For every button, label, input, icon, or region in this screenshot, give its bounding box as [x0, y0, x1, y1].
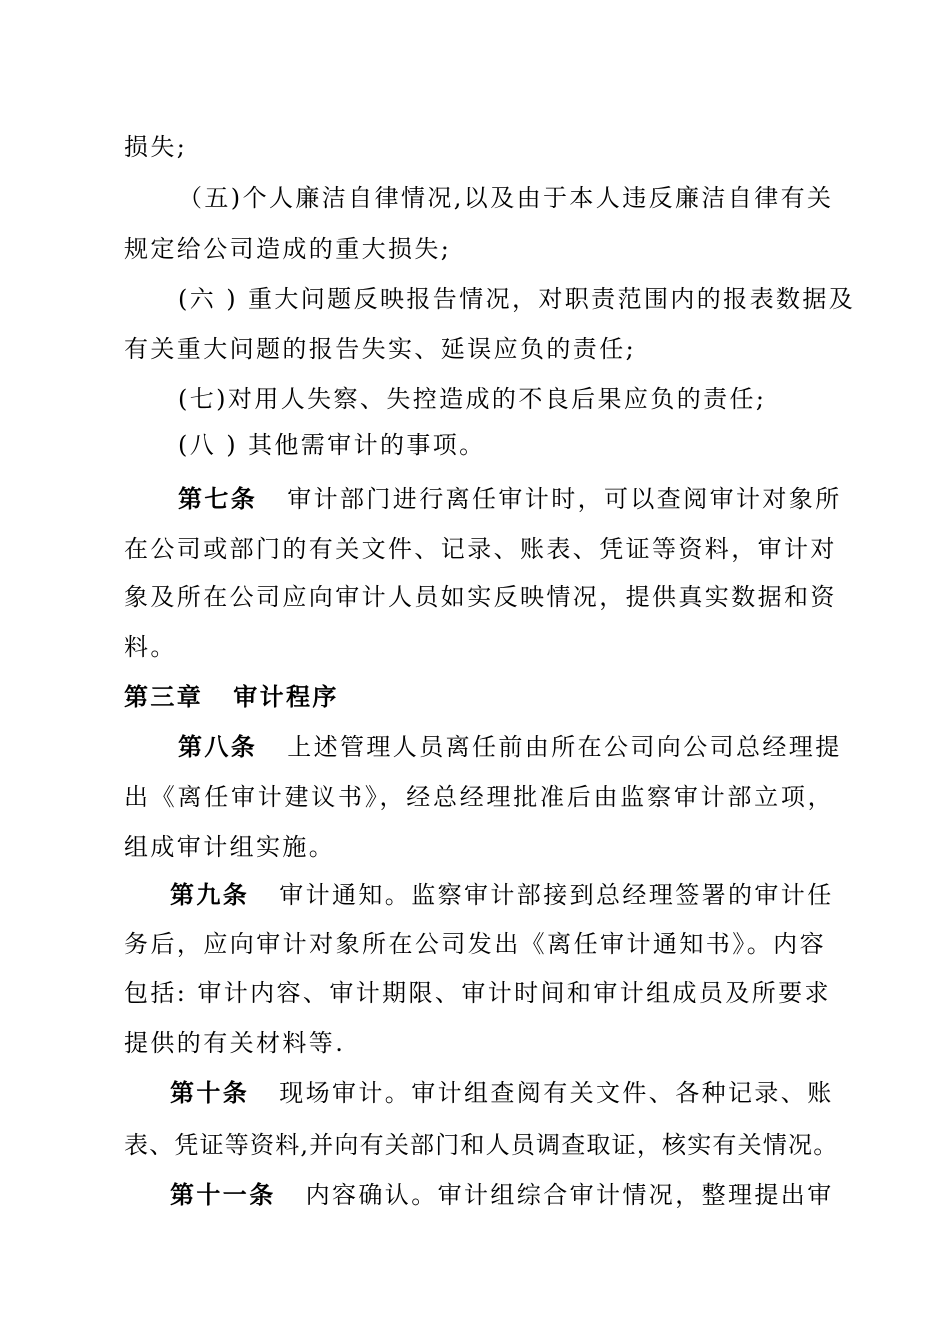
chapter-heading [124, 682, 834, 712]
line-text: 包括: 审计内容、审计期限、审计时间和审计组成员及所要求 [124, 979, 831, 1007]
line-text: 上述管理人员离任前由所在公司向公司总经理提 [287, 733, 842, 761]
line-text: (六 ) 重大问题反映报告情况，对职责范围内的报表数据及 [178, 285, 856, 313]
text-line [124, 334, 834, 364]
line-text: (八 ) 其他需审计的事项。 [178, 431, 486, 459]
line-text: 表、凭证等资料,并向有关部门和人员调查取证，核实有关情况。 [124, 1131, 839, 1159]
article-heading: 第十一条 [170, 1180, 276, 1209]
article-heading: 第七条 [178, 484, 258, 513]
text-line [124, 1028, 834, 1058]
article-heading: 第九条 [170, 880, 250, 909]
text-line [178, 284, 856, 314]
article-line [170, 1078, 834, 1108]
text-line [178, 384, 888, 414]
line-text: 现场审计。审计组查阅有关文件、各种记录、账 [279, 1079, 834, 1107]
chapter-number: 第三章 [124, 682, 204, 711]
line-text: 象及所在公司应向审计人员如实反映情况，提供真实数据和资 [124, 583, 837, 611]
line-text: 内容确认。审计组综合审计情况，整理提出审 [305, 1181, 834, 1209]
text-line [124, 782, 834, 812]
text-line [124, 234, 834, 264]
line-text: 务后，应向审计对象所在公司发出《离任审计通知书》。内容 [124, 930, 826, 958]
line-text: 组成审计组实施。 [124, 833, 336, 861]
line-text: 规定给公司造成的重大损失; [124, 235, 452, 263]
text-line [124, 1130, 839, 1160]
line-text: 在公司或部门的有关文件、记录、账表、凭证等资料，审计对 [124, 535, 837, 563]
article-heading: 第八条 [178, 732, 258, 761]
line-text: (七)对用人失察、失控造成的不良后果应负的责任; [178, 385, 767, 413]
article-line [170, 1180, 834, 1210]
line-text: 有关重大问题的报告失实、延误应负的责任; [124, 335, 637, 363]
text-line [124, 534, 837, 564]
text-line [124, 582, 837, 612]
text-line [124, 632, 834, 662]
line-text: 料。 [124, 633, 177, 661]
text-line [124, 832, 834, 862]
article-line [178, 732, 842, 762]
article-line [170, 880, 834, 910]
chapter-title: 审计程序 [233, 682, 339, 711]
article-heading: 第十条 [170, 1078, 250, 1107]
line-text: （五)个人廉洁自律情况,以及由于本人违反廉洁自律有关 [178, 184, 834, 212]
text-line [124, 132, 834, 162]
line-text: 损失; [124, 133, 188, 161]
article-line [178, 484, 842, 514]
line-text: 审计通知。监察审计部接到总经理签署的审计任 [279, 881, 834, 909]
text-line [178, 430, 888, 460]
text-line [178, 183, 834, 213]
line-text: 出《离任审计建议书》，经总经理批准后由监察审计部立项， [124, 783, 834, 811]
line-text: 提供的有关材料等. [124, 1029, 346, 1057]
line-text: 审计部门进行离任审计时，可以查阅审计对象所 [287, 485, 842, 513]
text-line [124, 978, 831, 1008]
text-line [124, 929, 826, 959]
